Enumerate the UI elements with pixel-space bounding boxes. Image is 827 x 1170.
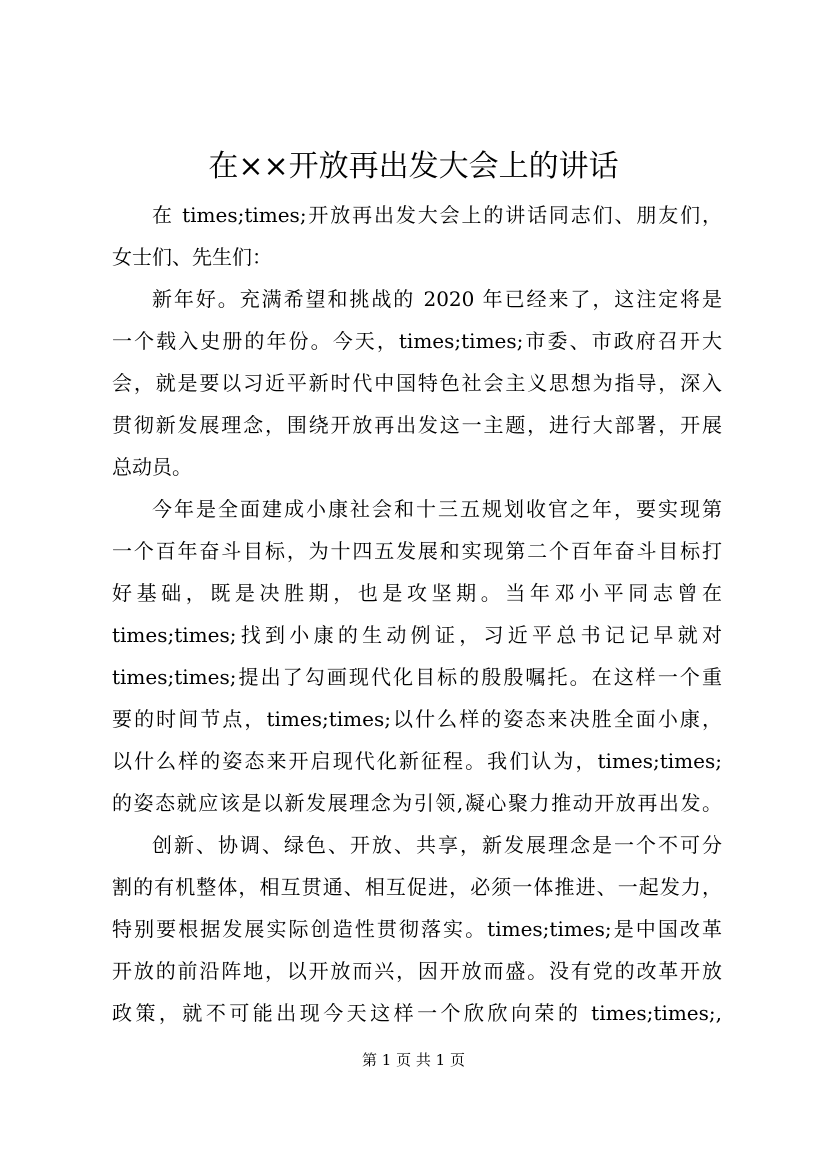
paragraph-4-line-3: 特别要根据发展实际创造性贯彻落实。times;times;是中国改革: [112, 917, 722, 941]
paragraph-4-line-2: 割的有机整体，相互贯通、相互促进，必须一体推进、一起发力，: [112, 875, 722, 899]
paragraph-2-line-4: 贯彻新发展理念，围绕开放再出发这一主题，进行大部署，开展: [112, 413, 722, 437]
paragraph-3-line-3: 好基础，既是决胜期，也是攻坚期。当年邓小平同志曾在: [112, 581, 722, 605]
paragraph-2-line-2: 一个载入史册的年份。今天，times;times;市委、市政府召开大: [112, 329, 722, 353]
paragraph-3-line-1: 今年是全面建成小康社会和十三五规划收官之年，要实现第: [152, 497, 722, 521]
paragraph-2: [112, 278, 722, 488]
paragraph-3-line-8: 的姿态就应该是以新发展理念为引领,凝心聚力推动开放再出发。: [112, 791, 722, 815]
paragraph-3-line-2: 一个百年奋斗目标，为十四五发展和实现第二个百年奋斗目标打: [112, 539, 722, 563]
paragraph-1: [112, 194, 722, 278]
paragraph-4-line-5: 政策，就不可能出现今天这样一个欣欣向荣的 times;times;,: [112, 1001, 722, 1025]
paragraph-4: [112, 824, 722, 1034]
paragraph-4-line-1: 创新、协调、绿色、开放、共享，新发展理念是一个不可分: [152, 833, 722, 857]
paragraph-3: [112, 488, 722, 824]
paragraph-2-line-1: 新年好。充满希望和挑战的 2020 年已经来了，这注定将是: [152, 287, 722, 311]
paragraph-1-line-2: 女士们、先生们：: [112, 245, 272, 269]
page-footer: 第 1 页 共 1 页: [362, 1051, 465, 1069]
paragraph-2-line-3: 会，就是要以习近平新时代中国特色社会主义思想为指导，深入: [112, 371, 722, 395]
paragraph-3-line-5: times;times;提出了勾画现代化目标的殷殷嘱托。在这样一个重: [112, 665, 722, 689]
paragraph-3-line-4: times;times;找到小康的生动例证，习近平总书记记早就对: [112, 623, 722, 647]
paragraph-1-line-1: 在 times;times;开放再出发大会上的讲话同志们、朋友们，: [152, 203, 722, 227]
paragraph-4-line-4: 开放的前沿阵地，以开放而兴，因开放而盛。没有党的改革开放: [112, 959, 722, 983]
paragraph-2-line-5: 总动员。: [112, 455, 192, 479]
document-body: [112, 194, 722, 1034]
paragraph-3-line-7: 以什么样的姿态来开启现代化新征程。我们认为，times;times;: [112, 749, 722, 773]
document-title: 在××开放再出发大会上的讲话: [208, 149, 619, 184]
paragraph-3-line-6: 要的时间节点，times;times;以什么样的姿态来决胜全面小康，: [112, 707, 722, 731]
